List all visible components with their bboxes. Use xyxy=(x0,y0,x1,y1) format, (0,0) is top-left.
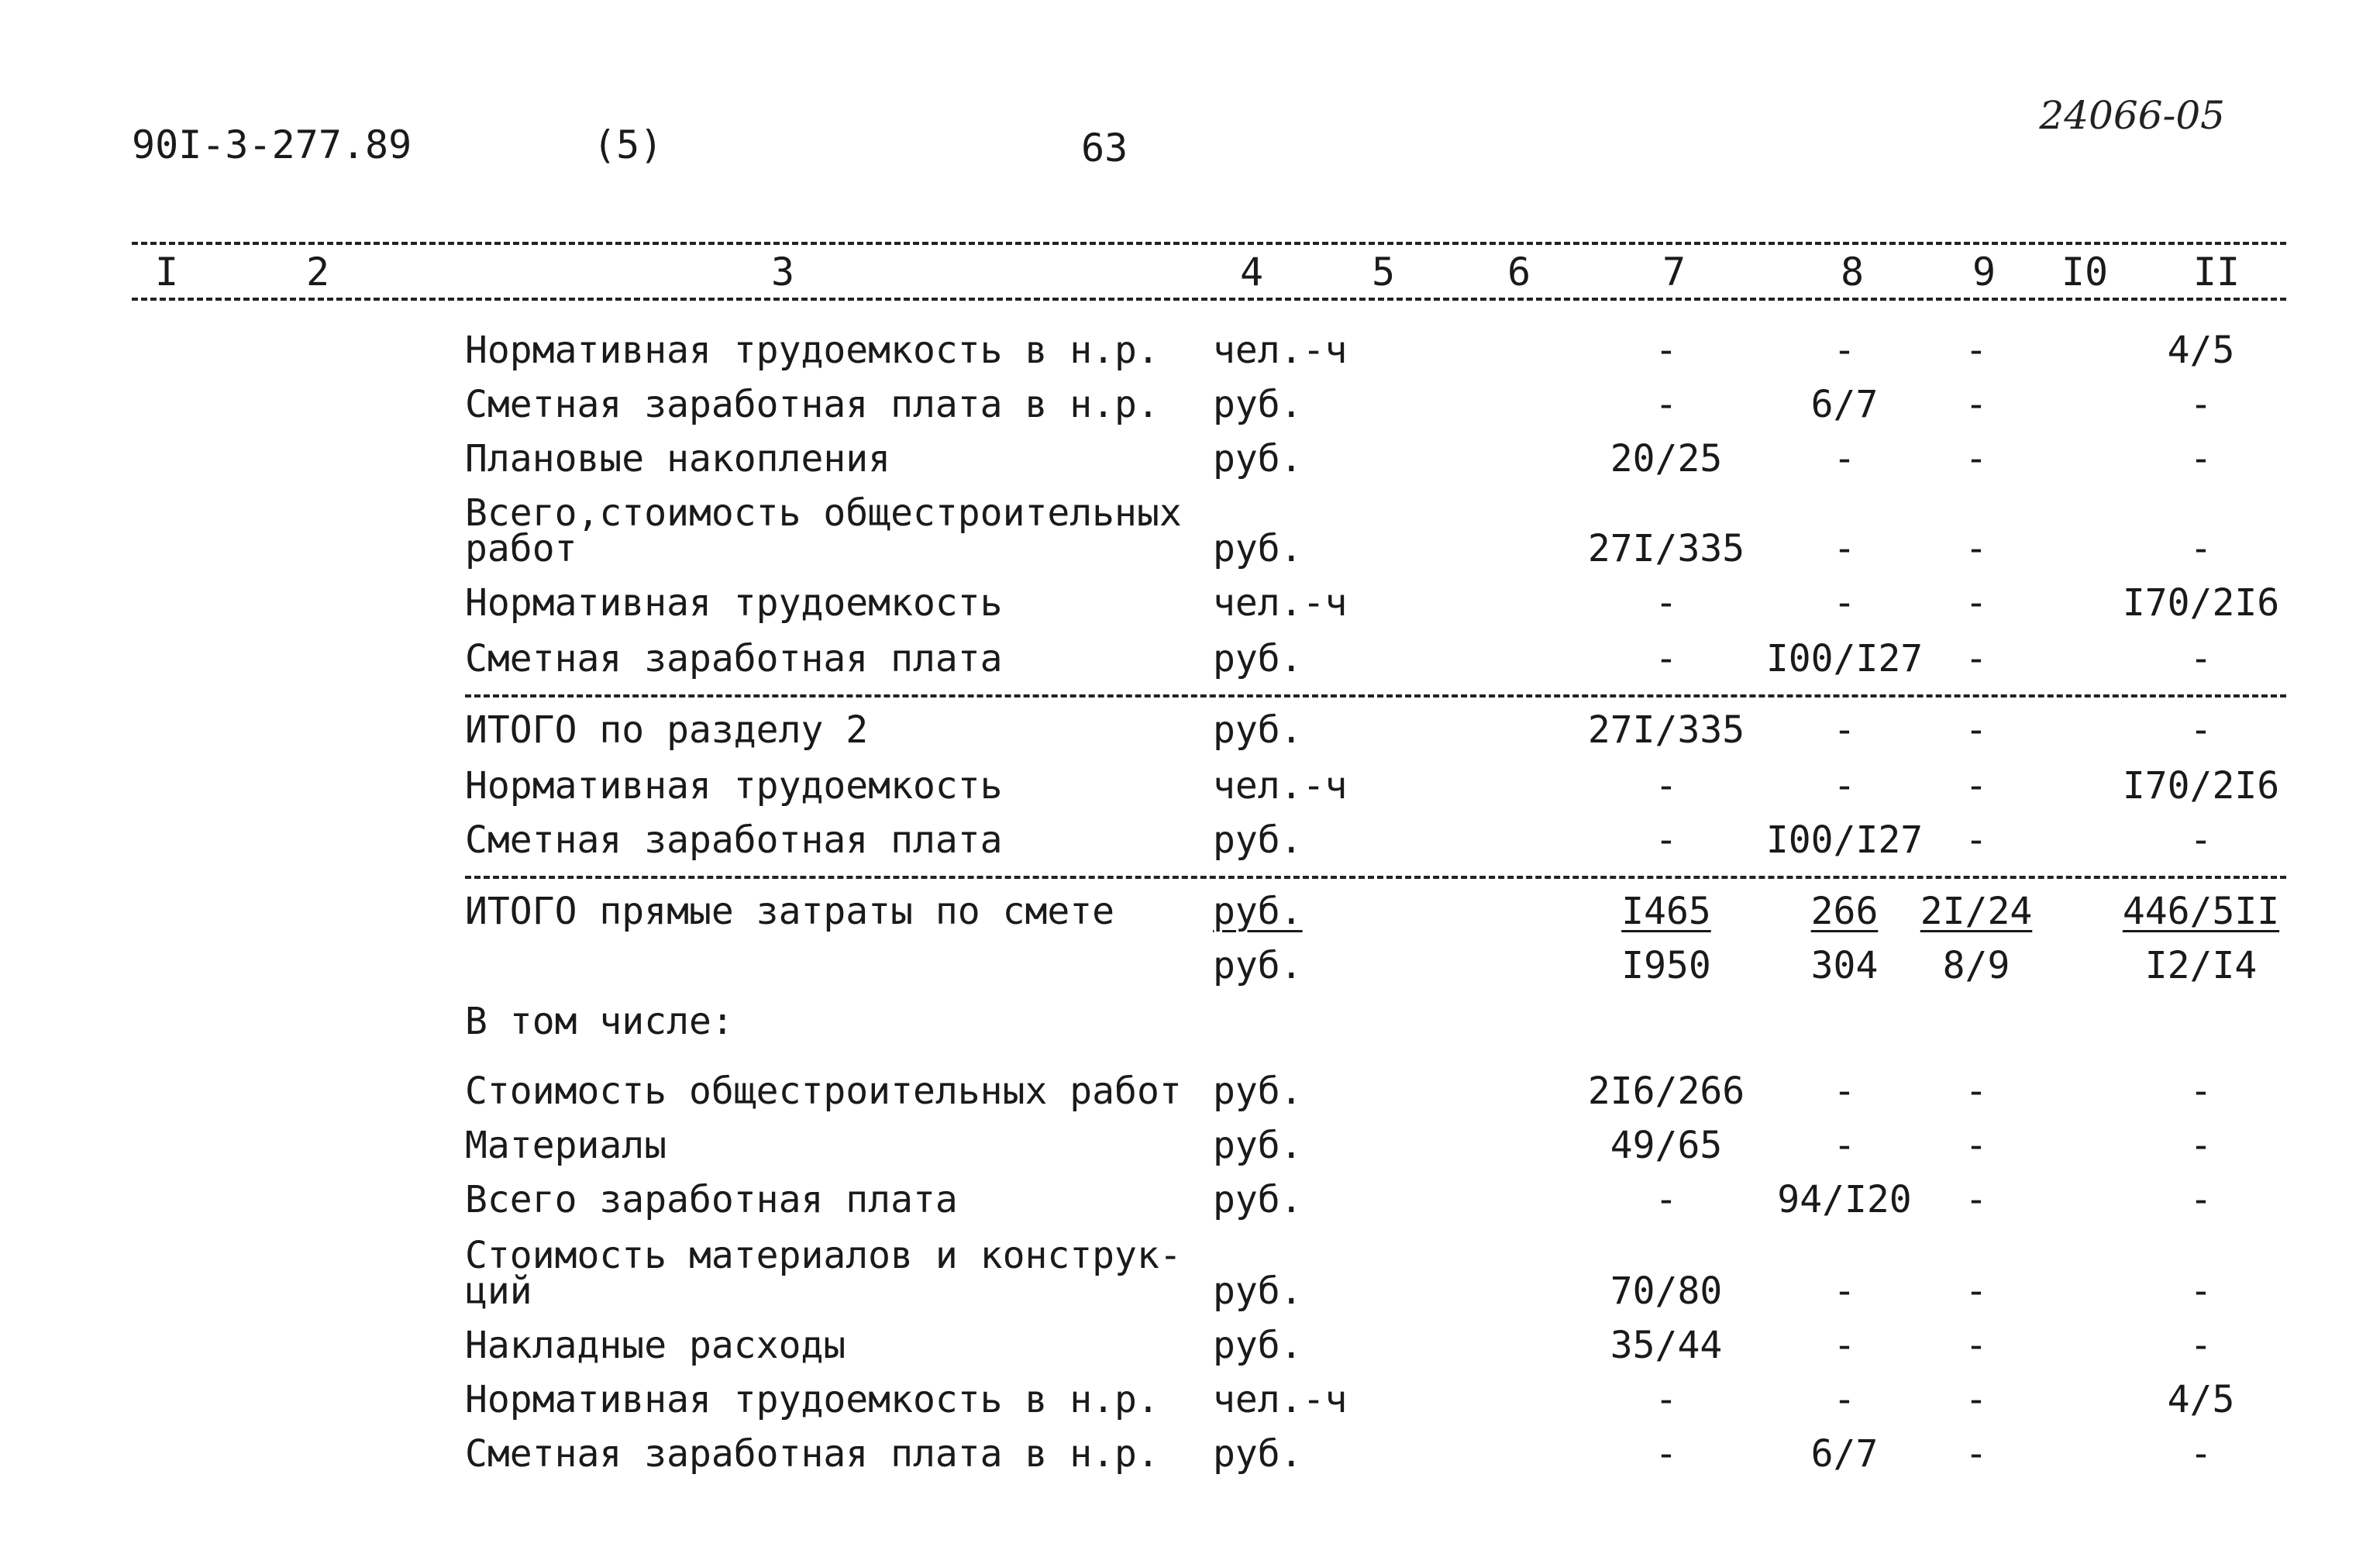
row-name: Сметная заработная плата xyxy=(465,818,1003,862)
row-col9: - xyxy=(1965,581,1988,625)
column-number-5: 5 xyxy=(1371,250,1396,295)
row-col9: - xyxy=(1965,527,1988,570)
row-name: Нормативная трудоемкость xyxy=(465,764,1003,808)
total-col11-bottom: I2/I4 xyxy=(2144,944,2258,987)
table-row xyxy=(0,322,2380,378)
row-col9: - xyxy=(1965,818,1988,862)
section-divider xyxy=(465,694,2286,698)
column-number-3: 3 xyxy=(770,250,795,295)
row-unit: руб. xyxy=(1213,527,1303,570)
header-bottom-divider xyxy=(132,298,2286,301)
row-col11: - xyxy=(2189,527,2213,570)
table-row xyxy=(0,377,2380,432)
row-col11: - xyxy=(2189,383,2213,426)
row-name: Накладные расходы xyxy=(465,1324,846,1367)
row-col7: 2I6/266 xyxy=(1587,1070,1745,1113)
row-unit: руб. xyxy=(1213,383,1303,426)
total-col7-top: I465 xyxy=(1621,890,1711,933)
row-col8: 94/I20 xyxy=(1777,1178,1912,1221)
row-col8: - xyxy=(1833,329,1856,372)
row-col8: - xyxy=(1833,1070,1856,1113)
total-name: ИТОГО прямые затраты по смете xyxy=(465,890,1115,933)
row-col8: - xyxy=(1833,527,1856,570)
row-name: ИТОГО по разделу 2 xyxy=(465,708,869,752)
row-unit: руб. xyxy=(1213,1432,1303,1476)
row-col11: - xyxy=(2189,637,2213,680)
row-unit: руб. xyxy=(1213,1070,1303,1113)
column-number-4: 4 xyxy=(1239,250,1264,295)
table-row xyxy=(0,431,2380,487)
row-unit: руб. xyxy=(1213,1124,1303,1167)
table-row xyxy=(0,1063,2380,1119)
row-col7: 27I/335 xyxy=(1587,527,1745,570)
row-col11: - xyxy=(2189,708,2213,752)
table-row xyxy=(0,1426,2380,1482)
column-number-10: I0 xyxy=(2061,250,2109,295)
row-col8: - xyxy=(1833,1269,1856,1313)
row-col9: - xyxy=(1965,1269,1988,1313)
row-col9: - xyxy=(1965,437,1988,481)
row-col11: - xyxy=(2189,1269,2213,1313)
row-col11: - xyxy=(2189,1070,2213,1113)
table-row xyxy=(0,1372,2380,1428)
table-row xyxy=(0,1118,2380,1173)
total-col11-top: 446/5II xyxy=(2122,890,2280,933)
row-col11: - xyxy=(2189,818,2213,862)
row-name: Сметная заработная плата в н.р. xyxy=(465,1432,1159,1476)
row-col7: - xyxy=(1655,329,1678,372)
row-unit: руб. xyxy=(1213,1269,1303,1313)
row-col11: - xyxy=(2189,1178,2213,1221)
row-col9: - xyxy=(1965,1432,1988,1476)
row-unit: чел.-ч xyxy=(1213,1378,1348,1421)
column-number-8: 8 xyxy=(1840,250,1865,295)
table-row xyxy=(0,702,2380,758)
total-row-top xyxy=(0,884,2380,939)
column-number-1: I xyxy=(154,250,179,295)
including-label: В том числе: xyxy=(465,1000,734,1043)
total-col8-top: 266 xyxy=(1810,890,1879,933)
row-name: Сметная заработная плата xyxy=(465,637,1003,680)
row-col7: - xyxy=(1655,1178,1678,1221)
row-col8: - xyxy=(1833,1378,1856,1421)
table-row xyxy=(0,575,2380,631)
total-col8-bottom: 304 xyxy=(1810,944,1879,987)
row-col9: - xyxy=(1965,1070,1988,1113)
row-name: Нормативная трудоемкость в н.р. xyxy=(465,1378,1159,1421)
row-col8: - xyxy=(1833,1324,1856,1367)
row-name-line2: ций xyxy=(465,1269,532,1313)
row-col11: - xyxy=(2189,1124,2213,1167)
table-row xyxy=(0,812,2380,868)
row-col7: - xyxy=(1655,637,1678,680)
row-col9: - xyxy=(1965,329,1988,372)
total-unit-bottom: руб. xyxy=(1213,944,1303,987)
row-col8: - xyxy=(1833,1124,1856,1167)
row-col7: - xyxy=(1655,1432,1678,1476)
row-col7: - xyxy=(1655,764,1678,808)
row-unit: чел.-ч xyxy=(1213,329,1348,372)
table-row xyxy=(0,1263,2380,1319)
row-unit: руб. xyxy=(1213,818,1303,862)
row-col8: - xyxy=(1833,708,1856,752)
row-name: Всего заработная плата xyxy=(465,1178,958,1221)
row-col8: - xyxy=(1833,764,1856,808)
row-col9: - xyxy=(1965,1124,1988,1167)
row-col8: - xyxy=(1833,581,1856,625)
table-row xyxy=(0,631,2380,687)
sheet-number: (5) xyxy=(593,122,663,167)
row-col7: - xyxy=(1655,581,1678,625)
row-col9: - xyxy=(1965,1178,1988,1221)
row-col8: I00/I27 xyxy=(1765,818,1924,862)
row-col11: - xyxy=(2189,1432,2213,1476)
row-col11: - xyxy=(2189,1324,2213,1367)
row-col7: - xyxy=(1655,1378,1678,1421)
table-row xyxy=(0,758,2380,814)
row-col8: - xyxy=(1833,437,1856,481)
row-unit: чел.-ч xyxy=(1213,764,1348,808)
section-divider xyxy=(465,876,2286,879)
column-number-6: 6 xyxy=(1507,250,1531,295)
row-name: Нормативная трудоемкость xyxy=(465,581,1003,625)
row-unit: руб. xyxy=(1213,1324,1303,1367)
row-col8: 6/7 xyxy=(1810,383,1879,426)
column-number-7: 7 xyxy=(1662,250,1686,295)
total-col7-bottom: I950 xyxy=(1621,944,1711,987)
column-number-11: II xyxy=(2192,250,2241,295)
column-number-2: 2 xyxy=(305,250,330,295)
handwritten-note: 24066-05 xyxy=(2039,93,2225,138)
row-col11: 4/5 xyxy=(2167,1378,2235,1421)
document-code: 90I-3-277.89 xyxy=(132,122,412,167)
total-row-bottom xyxy=(0,938,2380,994)
row-col9: - xyxy=(1965,764,1988,808)
table-row xyxy=(0,1318,2380,1373)
total-col9-bottom: 8/9 xyxy=(1942,944,2010,987)
row-col11: - xyxy=(2189,437,2213,481)
row-unit: руб. xyxy=(1213,1178,1303,1221)
total-col9-top: 2I/24 xyxy=(1920,890,2033,933)
row-col7: - xyxy=(1655,383,1678,426)
total-unit-top: руб. xyxy=(1213,890,1303,933)
table-row xyxy=(0,521,2380,577)
row-name: Плановые накопления xyxy=(465,437,891,481)
row-col9: - xyxy=(1965,1378,1988,1421)
row-col9: - xyxy=(1965,708,1988,752)
row-col7: 49/65 xyxy=(1610,1124,1723,1167)
row-col9: - xyxy=(1965,1324,1988,1367)
row-col8: 6/7 xyxy=(1810,1432,1879,1476)
row-name-line2: работ xyxy=(465,527,577,570)
row-col11: 4/5 xyxy=(2167,329,2235,372)
row-name-line1: Стоимость материалов и конструк- xyxy=(465,1234,1182,1277)
row-col9: - xyxy=(1965,637,1988,680)
row-col7: 20/25 xyxy=(1610,437,1723,481)
row-col7: 70/80 xyxy=(1610,1269,1723,1313)
row-col11: I70/2I6 xyxy=(2122,581,2280,625)
row-unit: чел.-ч xyxy=(1213,581,1348,625)
row-col7: 35/44 xyxy=(1610,1324,1723,1367)
page-number: 63 xyxy=(1081,126,1128,171)
row-col7: - xyxy=(1655,818,1678,862)
row-col8: I00/I27 xyxy=(1765,637,1924,680)
row-col11: I70/2I6 xyxy=(2122,764,2280,808)
row-unit: руб. xyxy=(1213,437,1303,481)
row-name: Стоимость общестроительных работ xyxy=(465,1070,1182,1113)
column-number-9: 9 xyxy=(1972,250,1996,295)
row-unit: руб. xyxy=(1213,708,1303,752)
row-name-line1: Всего,стоимость общестроительных xyxy=(465,491,1182,535)
table-row xyxy=(0,1172,2380,1228)
row-col9: - xyxy=(1965,383,1988,426)
row-col7: 27I/335 xyxy=(1587,708,1745,752)
row-name: Сметная заработная плата в н.р. xyxy=(465,383,1159,426)
row-unit: руб. xyxy=(1213,637,1303,680)
row-name: Нормативная трудоемкость в н.р. xyxy=(465,329,1159,372)
row-name: Материалы xyxy=(465,1124,667,1167)
header-top-divider xyxy=(132,242,2286,245)
